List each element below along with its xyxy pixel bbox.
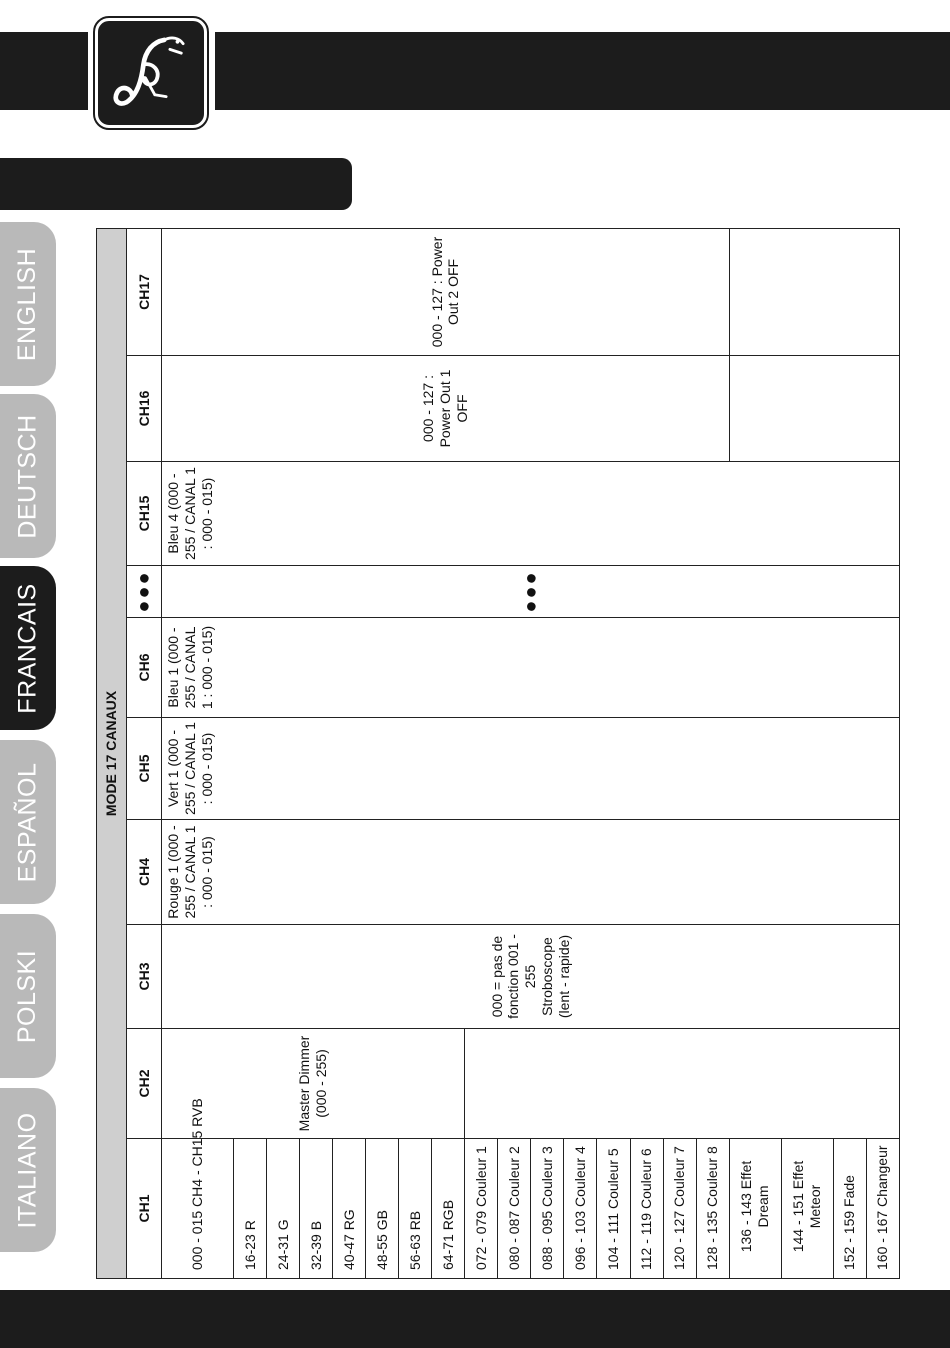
ch1-cell: 080 - 087 Couleur 2 <box>498 1139 531 1279</box>
ch1-cell: 152 - 159 Fade <box>833 1139 866 1279</box>
tab-label: POLSKI <box>13 949 42 1043</box>
ch15-cell: Bleu 4 (000 - 255 / CANAL 1 : 000 - 015) <box>162 462 900 566</box>
header-ellipsis: ●●● <box>127 566 162 618</box>
ch1-cell: 096 - 103 Couleur 4 <box>564 1139 597 1279</box>
tab-label: ESPAÑOL <box>13 762 42 882</box>
ch3-cell: 000 = pas de fonction 001 - 255 Stroboscope (lent - rapide) <box>162 925 900 1029</box>
dmx-channel-table-wrapper <box>96 229 900 1279</box>
tab-polski[interactable] <box>0 914 56 1078</box>
ch1-cell: 64-71 RGB <box>432 1139 465 1279</box>
tab-deutsch[interactable] <box>0 394 56 558</box>
header-ch4: CH4 <box>127 820 162 925</box>
section-title-bar <box>0 158 352 210</box>
tab-label: FRANCAIS <box>13 582 42 714</box>
ellipsis-cell: ●●● <box>162 566 900 618</box>
ch1-cell: 104 - 111 Couleur 5 <box>597 1139 630 1279</box>
table-title: MODE 17 CANAUX <box>97 228 127 1278</box>
ch1-cell: 136 - 143 Effet Dream <box>729 1139 781 1279</box>
ch4-cell: Rouge 1 (000 - 255 / CANAL 1 : 000 - 015) <box>162 820 900 925</box>
dmx-channel-table <box>96 228 900 1279</box>
ch1-cell: 112 - 119 Couleur 6 <box>630 1139 663 1279</box>
header-ch6: CH6 <box>127 618 162 718</box>
ch17-empty-cell <box>729 228 899 355</box>
ch16-cell: 000 - 127 : Power Out 1 OFF <box>162 356 730 462</box>
ch17-cell: 000 - 127 : Power Out 2 OFF <box>162 228 730 355</box>
ch1-cell: 16-23 R <box>234 1139 267 1279</box>
header-bar-right <box>215 32 950 110</box>
header-ch2: CH2 <box>127 1029 162 1139</box>
lizard-logo-icon <box>98 21 204 125</box>
ch1-cell: 32-39 B <box>300 1139 333 1279</box>
header-ch5: CH5 <box>127 718 162 820</box>
ch1-cell: 48-55 GB <box>366 1139 399 1279</box>
ch2-cell: Master Dimmer (000 - 255) <box>162 1029 465 1139</box>
tab-francais[interactable] <box>0 566 56 730</box>
ch2-empty-cell <box>465 1029 900 1139</box>
footer-bar <box>0 1290 950 1348</box>
tab-label: ITALIANO <box>13 1111 42 1229</box>
ch5-cell: Vert 1 (000 - 255 / CANAL 1 : 000 - 015) <box>162 718 900 820</box>
ch16-empty-cell <box>729 356 899 462</box>
ch1-cell: 160 - 167 Changeur <box>866 1139 899 1279</box>
ch1-cell: 40-47 RG <box>333 1139 366 1279</box>
header-bar-left <box>0 32 88 110</box>
ch1-cell: 088 - 095 Couleur 3 <box>531 1139 564 1279</box>
header-ch3: CH3 <box>127 925 162 1029</box>
tab-label: DEUTSCH <box>13 413 42 539</box>
ch1-cell: 072 - 079 Couleur 1 <box>465 1139 498 1279</box>
header-ch15: CH15 <box>127 462 162 566</box>
ch1-cell: 144 - 151 Effet Meteor <box>781 1139 833 1279</box>
header-ch17: CH17 <box>127 228 162 355</box>
ch1-cell: 128 - 135 Couleur 8 <box>696 1139 729 1279</box>
header-ch16: CH16 <box>127 356 162 462</box>
brand-logo <box>95 18 207 128</box>
ch1-cell: 000 - 015 CH4 - CH15 RVB <box>162 1139 234 1279</box>
tab-label: ENGLISH <box>13 247 42 361</box>
tab-espanol[interactable] <box>0 740 56 904</box>
tab-italiano[interactable] <box>0 1088 56 1252</box>
ch1-cell: 56-63 RB <box>399 1139 432 1279</box>
ch1-cell: 120 - 127 Couleur 7 <box>663 1139 696 1279</box>
ch6-cell: Bleu 1 (000 - 255 / CANAL 1 : 000 - 015) <box>162 618 900 718</box>
header-ch1: CH1 <box>127 1139 162 1279</box>
ch1-cell: 24-31 G <box>267 1139 300 1279</box>
tab-english[interactable] <box>0 222 56 386</box>
